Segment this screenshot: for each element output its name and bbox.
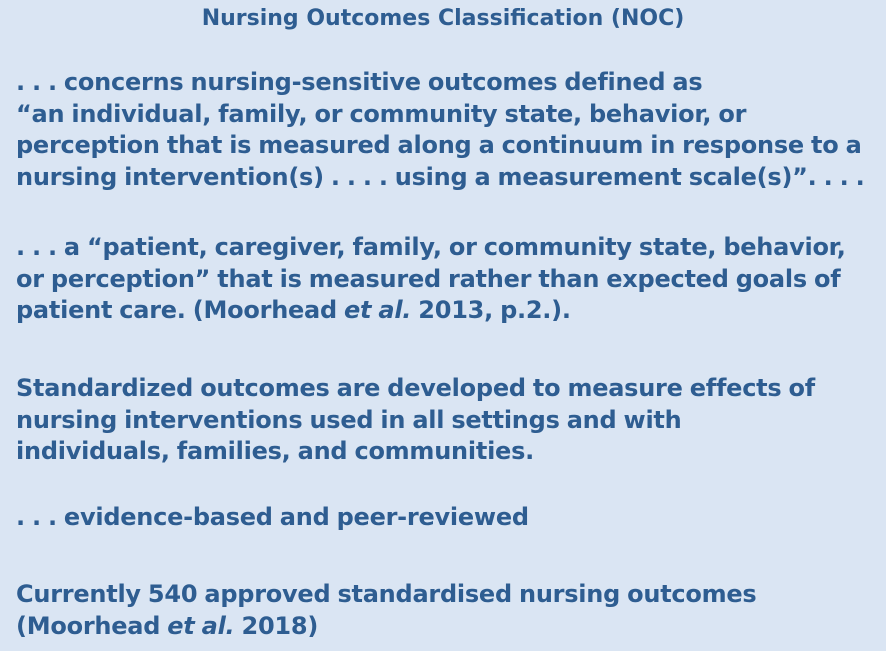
text-line: . . . concerns nursing-sensitive outcomes defined as — [16, 68, 703, 96]
text-line: nursing intervention(s) . . . . using a measurement scale(s)”. . . . — [16, 162, 865, 191]
text-line: individuals, families, and communities. — [16, 437, 534, 465]
text-line: Standardized outcomes are developed to measure effects of — [16, 374, 815, 402]
definition-paragraph — [16, 67, 882, 193]
citation-line — [16, 611, 882, 643]
patient-state-paragraph — [16, 232, 882, 327]
text-line: Currently 540 approved standardised nursing outcomes — [16, 580, 757, 608]
text-line: “an individual, family, or community state, behavior, or — [16, 99, 747, 128]
slide-title: Nursing Outcomes Classification (NOC) — [201, 6, 685, 31]
citation-post: 2018) — [234, 611, 319, 640]
evidence-paragraph — [16, 502, 882, 534]
citation-post: 2013, p.2.). — [411, 296, 571, 324]
text-line: . . . evidence-based and peer-reviewed — [16, 503, 529, 531]
text-line: nursing interventions used in all settings and with — [16, 405, 682, 434]
citation-pre: patient care. (Moorhead — [16, 296, 345, 324]
standardized-outcomes-paragraph — [16, 373, 882, 468]
text-line: or perception” that is measured rather than expected goals of — [16, 264, 841, 293]
citation-line — [16, 295, 882, 327]
text-line: . . . a “patient, caregiver, family, or community state, behavior, — [16, 233, 846, 261]
citation-pre: (Moorhead — [16, 611, 168, 640]
citation-etal: et al. — [167, 611, 235, 640]
current-count-paragraph — [16, 579, 882, 642]
text-line: perception that is measured along a continuum in response to a — [16, 131, 862, 159]
citation-etal: et al. — [344, 296, 412, 324]
